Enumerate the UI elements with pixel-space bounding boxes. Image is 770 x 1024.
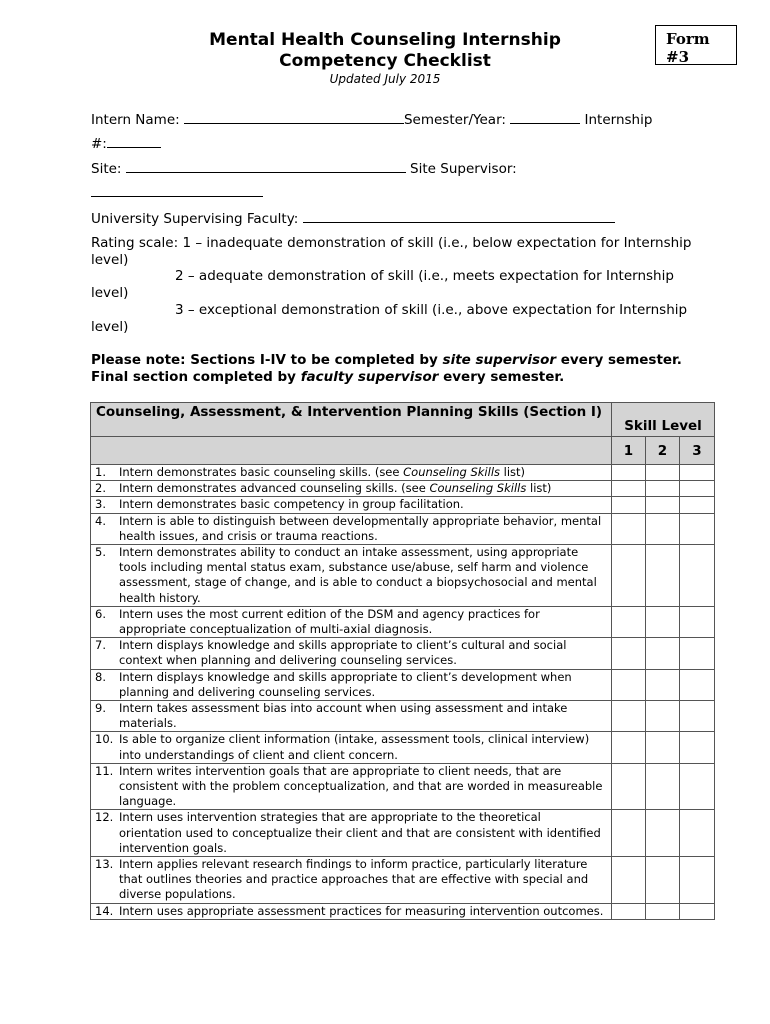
- rating-cell-1[interactable]: [612, 857, 646, 904]
- item-text: [119, 857, 607, 903]
- item-text-part: Intern uses the most current edition of the DSM and agency practices for appropriate conceptualization of multi-axial diagnosis.: [119, 606, 540, 637]
- item-number: 3.: [95, 497, 106, 512]
- item-text: [119, 670, 607, 700]
- item-text: [119, 810, 607, 856]
- level-3-header: 3: [680, 437, 715, 465]
- internship-number-label: #:: [91, 136, 107, 152]
- rating-cell-3[interactable]: [680, 701, 715, 732]
- item-text: [119, 481, 607, 496]
- rating-cell-3[interactable]: [680, 669, 715, 700]
- rating-cell-3[interactable]: [680, 638, 715, 669]
- rating-cell-3[interactable]: [680, 513, 715, 544]
- site-label: Site:: [91, 161, 126, 177]
- faculty-field[interactable]: [303, 210, 615, 223]
- note-text: Final section completed by: [91, 369, 301, 385]
- table-row: [91, 810, 715, 857]
- form-label: Form: [666, 30, 710, 48]
- rating-cell-2[interactable]: [646, 606, 680, 637]
- table-row: [91, 606, 715, 637]
- table-row: [91, 465, 715, 481]
- item-text-part: Intern uses appropriate assessment practices for measuring intervention outcomes.: [119, 903, 604, 918]
- competency-item: [91, 497, 612, 513]
- item-number: 11.: [95, 763, 114, 778]
- item-text-part: Intern takes assessment bias into account when using assessment and intake materials.: [119, 701, 568, 731]
- item-text: [119, 764, 607, 810]
- rating-cell-2[interactable]: [646, 481, 680, 497]
- table-row: [91, 669, 715, 700]
- rating-cell-2[interactable]: [646, 465, 680, 481]
- updated-date: Updated July 2015: [329, 72, 441, 86]
- rating-cell-1[interactable]: [612, 763, 646, 810]
- rating-scale-3: 3 – exceptional demonstration of skill (i.e., above expectation for Internship: [175, 302, 688, 318]
- rating-level-1: level): [91, 252, 129, 268]
- rating-cell-1[interactable]: [612, 810, 646, 857]
- item-text-part: Intern demonstrates advanced counseling skills. (see: [119, 481, 430, 496]
- rating-cell-2[interactable]: [646, 638, 680, 669]
- rating-level-3: level): [91, 319, 129, 335]
- item-number: 1.: [95, 465, 106, 479]
- competency-item: [91, 763, 612, 810]
- item-text: [119, 497, 607, 512]
- internship-label: Internship: [580, 112, 653, 128]
- note-emphasis: site supervisor: [442, 352, 557, 368]
- rating-cell-2[interactable]: [646, 810, 680, 857]
- item-number: 7.: [95, 638, 106, 653]
- note-emphasis: faculty supervisor: [300, 369, 439, 385]
- item-text-part: Intern uses intervention strategies that are appropriate to the theoretical orientation used to conceptualize their client and that are consistent with identified intervention goals.: [119, 810, 601, 855]
- level-2-header: 2: [646, 437, 680, 465]
- rating-cell-3[interactable]: [680, 481, 715, 497]
- rating-cell-3[interactable]: [680, 606, 715, 637]
- site-row: [91, 160, 517, 178]
- competency-item: [91, 465, 612, 481]
- item-text-part: Intern displays knowledge and skills appropriate to client’s development when planning and delivering counseling services.: [119, 669, 572, 699]
- item-number: 14.: [95, 903, 114, 918]
- intern-name-field[interactable]: [184, 111, 404, 124]
- item-text-part: Intern is able to distinguish between developmentally appropriate behavior, mental health issues, and crisis or trauma reactions.: [119, 513, 602, 543]
- form-title-line2: Competency Checklist: [279, 51, 491, 71]
- rating-scale-2: 2 – adequate demonstration of skill (i.e., meets expectation for Internship: [175, 268, 674, 284]
- item-text-italic: Counseling Skills: [429, 481, 527, 496]
- site-field[interactable]: [126, 160, 406, 173]
- table-row: [91, 638, 715, 669]
- rating-cell-1[interactable]: [612, 481, 646, 497]
- item-text-part: Is able to organize client information (intake, assessment tools, clinical interview) into understandings of client and client concern.: [119, 732, 590, 762]
- rating-cell-2[interactable]: [646, 545, 680, 607]
- rating-cell-3[interactable]: [680, 465, 715, 481]
- intern-name-row: [91, 111, 652, 129]
- rating-cell-1[interactable]: [612, 903, 646, 919]
- item-number: 13.: [95, 857, 114, 872]
- rating-cell-2[interactable]: [646, 903, 680, 919]
- rating-cell-2[interactable]: [646, 763, 680, 810]
- rating-cell-1[interactable]: [612, 513, 646, 544]
- competency-item: [91, 810, 612, 857]
- note-line-1: [91, 352, 682, 369]
- rating-cell-1[interactable]: [612, 669, 646, 700]
- table-row: [91, 481, 715, 497]
- faculty-row: [91, 210, 615, 228]
- intern-name-label: Intern Name:: [91, 112, 184, 128]
- item-text: [119, 904, 607, 919]
- item-number: 6.: [95, 606, 106, 621]
- item-number: 5.: [95, 545, 106, 560]
- competency-item: [91, 857, 612, 904]
- rating-cell-1[interactable]: [612, 732, 646, 763]
- rating-cell-3[interactable]: [680, 763, 715, 810]
- rating-cell-1[interactable]: [612, 497, 646, 513]
- note-text: every semester.: [438, 369, 565, 385]
- rating-cell-1[interactable]: [612, 638, 646, 669]
- item-text: [119, 607, 607, 637]
- rating-cell-2[interactable]: [646, 513, 680, 544]
- item-text-part: Intern demonstrates ability to conduct an intake assessment, using appropriate tools including mental status exam, substance use/abuse, self harm and violence assessment, stage of change, and is able to conduct a biopsychosocial and mental health history.: [119, 545, 597, 605]
- level-1-header: 1: [612, 437, 646, 465]
- table-row: [91, 763, 715, 810]
- section-title: Counseling, Assessment, & Intervention Planning Skills (Section I): [91, 403, 612, 437]
- item-number: 4.: [95, 513, 106, 528]
- item-text-part: Intern displays knowledge and skills appropriate to client’s cultural and social context when planning and delivering counseling services.: [119, 638, 567, 668]
- competency-item: [91, 701, 612, 732]
- competency-item: [91, 732, 612, 763]
- item-number: 9.: [95, 701, 106, 716]
- item-text-part: list): [526, 481, 552, 496]
- competency-item: [91, 481, 612, 497]
- item-text-part: Intern writes intervention goals that are appropriate to client needs, that are consistent with the problem conceptualization, and that are worded in measureable language.: [119, 763, 603, 809]
- form-number-box: [655, 25, 737, 65]
- rating-cell-2[interactable]: [646, 857, 680, 904]
- rating-cell-1[interactable]: [612, 606, 646, 637]
- rating-cell-2[interactable]: [646, 669, 680, 700]
- item-text-part: Intern applies relevant research findings to inform practice, particularly literature that outlines theories and practice approaches that are effective with special and diverse populations.: [119, 857, 589, 902]
- item-text-part: list): [500, 465, 526, 479]
- internship-number-row: [91, 135, 161, 153]
- rating-cell-3[interactable]: [680, 545, 715, 607]
- skill-level-header: Skill Level: [612, 403, 715, 437]
- item-text: [119, 514, 607, 544]
- rating-cell-2[interactable]: [646, 732, 680, 763]
- note-text: Please note: Sections I-IV to be completed by: [91, 352, 443, 368]
- item-text-part: Intern demonstrates basic competency in group facilitation.: [119, 497, 464, 512]
- item-number: 12.: [95, 810, 114, 825]
- rating-cell-1[interactable]: [612, 545, 646, 607]
- item-text-italic: Counseling Skills: [403, 465, 501, 479]
- item-text: [119, 732, 607, 762]
- table-row: [91, 497, 715, 513]
- table-row: [91, 857, 715, 904]
- item-text: [119, 638, 607, 668]
- item-number: 8.: [95, 669, 106, 684]
- rating-cell-1[interactable]: [612, 465, 646, 481]
- competency-item: [91, 545, 612, 607]
- rating-cell-2[interactable]: [646, 497, 680, 513]
- note-line-2: [91, 369, 564, 386]
- header-spacer: [91, 437, 612, 465]
- competency-item: [91, 606, 612, 637]
- rating-scale-1: Rating scale: 1 – inadequate demonstration of skill (i.e., below expectation for Internship: [91, 235, 692, 251]
- competency-item: [91, 513, 612, 544]
- table-row: [91, 732, 715, 763]
- table-row: [91, 701, 715, 732]
- item-text: [119, 545, 607, 606]
- rating-cell-3[interactable]: [680, 732, 715, 763]
- competency-item: [91, 638, 612, 669]
- table-row: [91, 545, 715, 607]
- internship-number-field[interactable]: [107, 135, 161, 148]
- rating-cell-2[interactable]: [646, 701, 680, 732]
- item-text: [119, 701, 607, 731]
- rating-cell-3[interactable]: [680, 497, 715, 513]
- form-number: #3: [666, 48, 690, 66]
- competency-table: [90, 402, 715, 920]
- faculty-label: University Supervising Faculty:: [91, 211, 303, 227]
- form-title-line1: Mental Health Counseling Internship: [209, 30, 561, 50]
- rating-cell-1[interactable]: [612, 701, 646, 732]
- rating-level-2: level): [91, 285, 129, 301]
- competency-item: [91, 903, 612, 919]
- item-number: 2.: [95, 481, 106, 496]
- site-supervisor-row: [91, 184, 263, 202]
- item-text: [119, 465, 607, 480]
- site-supervisor-field[interactable]: [91, 184, 263, 197]
- note-text: every semester.: [556, 352, 682, 368]
- table-row: [91, 903, 715, 919]
- item-number: 10.: [95, 732, 114, 747]
- site-supervisor-label: Site Supervisor:: [405, 161, 517, 177]
- rating-cell-3[interactable]: [680, 857, 715, 904]
- competency-item: [91, 669, 612, 700]
- rating-cell-3[interactable]: [680, 903, 715, 919]
- semester-label: Semester/Year:: [403, 112, 511, 128]
- rating-cell-3[interactable]: [680, 810, 715, 857]
- item-text-part: Intern demonstrates basic counseling skills. (see: [119, 465, 404, 479]
- table-row: [91, 513, 715, 544]
- semester-field[interactable]: [510, 111, 580, 124]
